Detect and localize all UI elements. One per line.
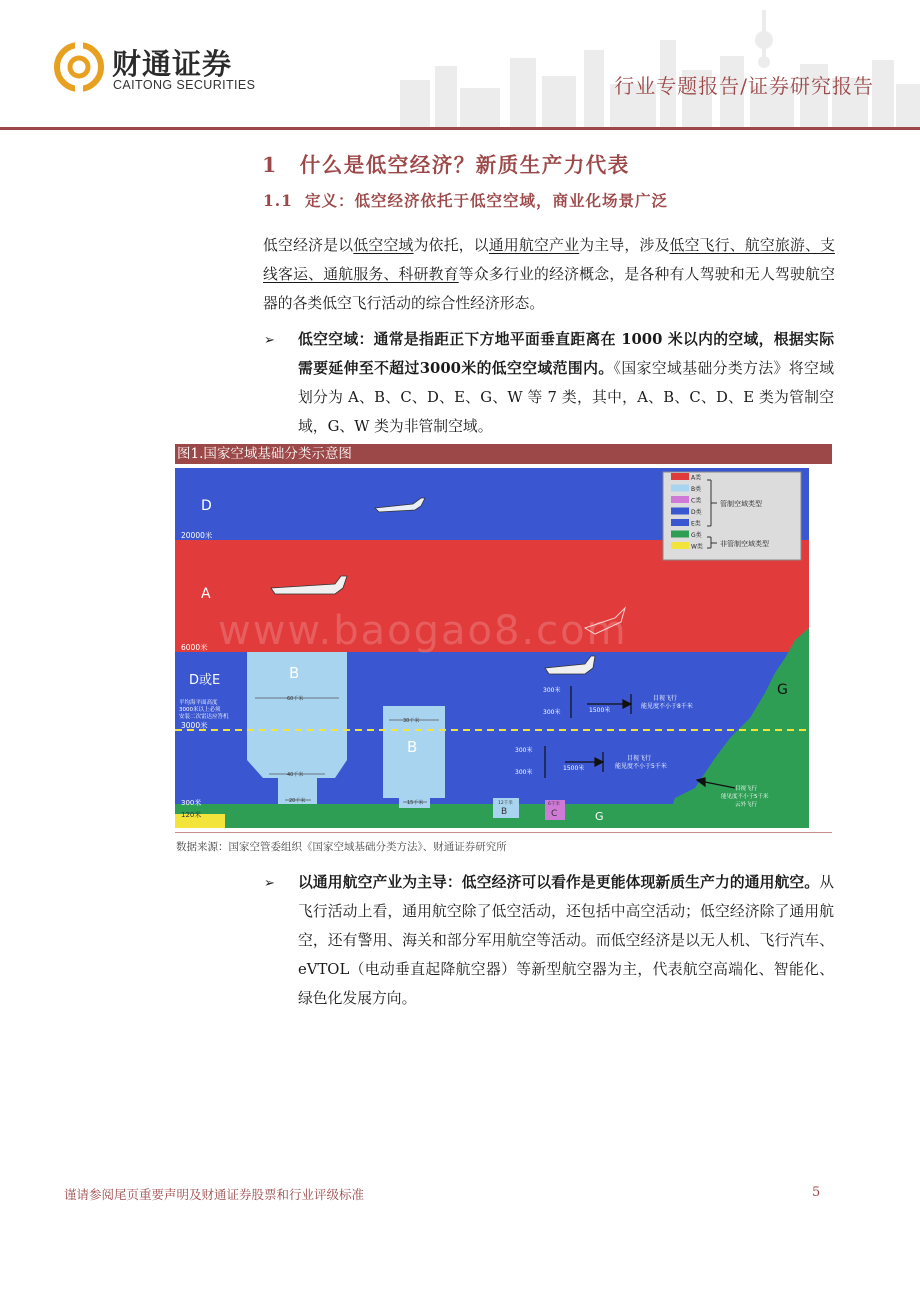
legend-swatch: [671, 473, 689, 480]
legend-controlled-label: 管制空域类型: [720, 500, 762, 508]
label-g-terrain: G: [777, 682, 788, 698]
figure-title: 图1.国家空域基础分类示意图: [175, 444, 832, 464]
legend-swatch: [671, 485, 689, 492]
label-de: D或E: [189, 673, 221, 688]
hsep-1500-b: 1500米: [563, 765, 585, 772]
legend-uncontrolled-label: 非管制空域类型: [720, 540, 769, 548]
section-title: 什么是低空经济？新质生产力代表: [299, 153, 630, 177]
subsection-number: 1.1: [263, 191, 293, 210]
g-note-3: 云外飞行: [735, 802, 758, 808]
label-d: D: [201, 498, 212, 514]
section-number: 1: [262, 153, 278, 177]
subsection-title: 定义：低空经济依托于低空空域，商业化场景广泛: [304, 191, 668, 210]
intro-paragraph: 低空经济是以低空空域为依托，以通用航空产业为主导，涉及低空飞行、航空旅游、支线客运、通航服务、科研教育等众多行业的经济概念，是各种有人驾驶和无人驾驶航空器的各类低空飞行活动的综合性经济形态。: [263, 237, 835, 312]
header-divider: [0, 127, 920, 130]
bullet-paragraph-general-aviation: 以通用航空产业为主导：低空经济可以看作是更能体现新质生产力的通用航空。从飞行活动上看，通用航空除了低空活动，还包括中高空活动；低空经济除了通用航空，还有警用、海关和部分军用航空等活动。而低空经济是以无人机、飞行汽车、eVTOL（电动垂直起降航空器）等新型航空器为主，代表航空高端化、智能化、绿色化发展方向。: [298, 874, 834, 1007]
note-left-2: 3000米以上必须: [179, 707, 221, 713]
vis8-line2: 能见度不小于8千米: [641, 703, 693, 710]
vis5-line2: 能见度不小于5千米: [615, 763, 667, 770]
bullet-paragraph-airspace: 低空空域：通常是指距正下方地平面垂直距离在 1000 米以内的空域，根据实际需要延伸至不超过3000米的低空空域范围内。《国家空域基础分类方法》将空域划分为 A、B、C、D、E、G、W 等 7 类，其中，A、B、C、D、E 类为管制空域，G、W 类为非管制空域。: [298, 331, 835, 435]
dist-60: 60千米: [287, 696, 304, 702]
vsep-300-a: 300米: [543, 687, 561, 694]
dist-6: 6千米: [548, 802, 560, 807]
vis5-line1: 目视飞行: [627, 755, 652, 762]
header-skyline: [360, 0, 920, 128]
section-heading: [262, 148, 630, 178]
hsep-1500-a: 1500米: [589, 707, 611, 714]
label-a: A: [201, 586, 211, 602]
brand-name: 财通证券: [112, 47, 233, 81]
bullet-marker: ➢: [264, 876, 275, 891]
g-note-2: 能见度不小于5千米: [721, 794, 769, 800]
vis8-line1: 目视飞行: [653, 695, 678, 702]
dist-40: 40千米: [287, 772, 304, 778]
alt-300: 300米: [181, 799, 202, 807]
legend-swatch: [671, 519, 689, 526]
legend-label: A类: [691, 474, 702, 482]
legend-label: B类: [691, 486, 702, 493]
watermark: www.baogao8.com: [218, 608, 628, 654]
figure-source: 数据来源：国家空管委组织《国家空域基础分类方法》、财通证券研究所: [176, 841, 507, 853]
figure-divider: [175, 832, 832, 833]
label-b-large: B: [289, 664, 300, 682]
footer-disclaimer: 谨请参阅尾页重要声明及财通证券股票和行业评级标准: [64, 1187, 365, 1202]
dist-20: 20千米: [289, 798, 306, 804]
g-note-1: 目视飞行: [735, 786, 758, 792]
legend-label: W类: [691, 543, 703, 551]
legend-label: D类: [691, 509, 702, 516]
bullet-marker: ➢: [264, 333, 275, 348]
alt-3000: 3000米: [181, 721, 208, 730]
alt-6000: 6000米: [181, 643, 208, 652]
brand-name-en: CAITONG SECURITIES: [113, 78, 256, 92]
vsep-300-d: 300米: [515, 769, 533, 776]
alt-20000: 20000米: [181, 531, 213, 540]
note-left-3: 安装二次雷达应答机: [179, 714, 229, 720]
legend-label: G类: [691, 532, 702, 539]
vsep-300-b: 300米: [543, 709, 561, 716]
vsep-300-c: 300米: [515, 747, 533, 754]
legend-label: E类: [691, 520, 701, 528]
legend-label: C类: [691, 497, 702, 505]
report-type: 行业专题报告/证券研究报告: [614, 74, 874, 98]
label-g-ground: G: [595, 810, 604, 823]
layer-g-ground: [175, 804, 809, 828]
dist-15: 15千米: [407, 800, 424, 806]
legend-swatch: [671, 508, 689, 515]
dist-30: 30千米: [403, 718, 420, 724]
dist-12: 12千米: [498, 801, 513, 806]
legend-swatch: [671, 531, 689, 538]
legend-swatch: [671, 496, 689, 503]
label-c: C: [551, 809, 558, 819]
label-b-tiny: B: [501, 807, 508, 817]
label-b-small: B: [407, 738, 418, 756]
subsection-heading: [263, 189, 668, 211]
alt-120: 120米: [181, 811, 202, 819]
page-number: 5: [812, 1185, 821, 1200]
note-left-1: 平均海平面高度: [179, 700, 218, 706]
caitong-logo-icon: [54, 42, 104, 92]
legend-swatch: [671, 542, 689, 549]
